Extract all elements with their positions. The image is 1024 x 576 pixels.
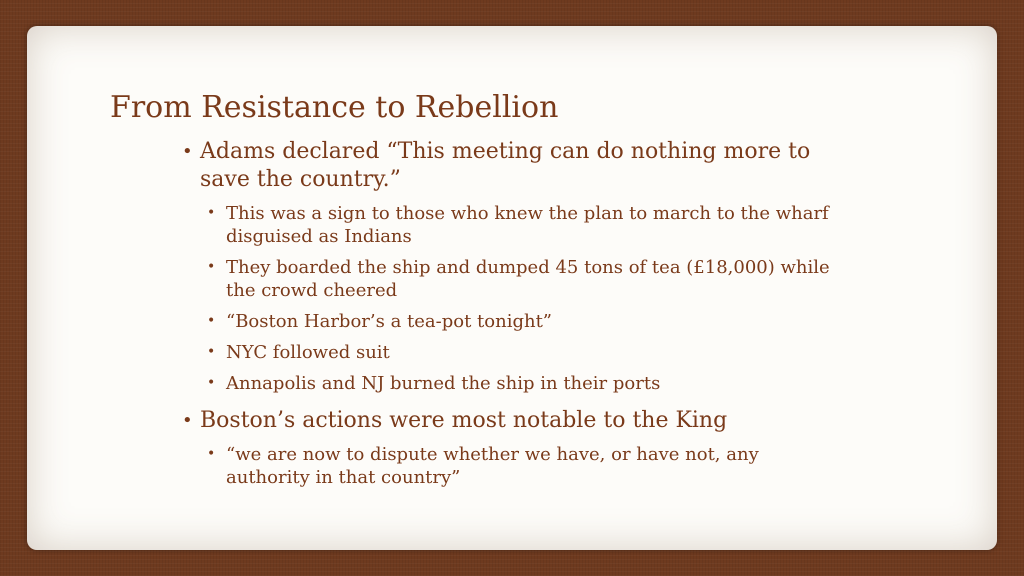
sub-bullet-point [200,202,838,248]
sub-bullet-point [200,443,838,489]
bullet-icon: • [207,313,216,329]
sub-bullet-text: NYC followed suit [226,342,390,363]
bullet-text: Boston’s actions were most notable to the King [200,408,728,433]
sub-bullet-point [200,256,838,302]
bullet-icon: • [207,205,216,221]
bullet-icon: • [207,375,216,391]
sub-bullet-point [200,341,838,364]
sub-bullet-text: “Boston Harbor’s a tea-pot tonight” [226,311,553,332]
bullet-icon: • [182,141,193,162]
sub-bullet-list [200,202,838,395]
bullet-list [178,138,838,489]
sub-bullet-list [200,443,838,489]
sub-bullet-point [200,310,838,333]
sub-bullet-text: This was a sign to those who knew the plan to march to the wharf disguised as Indians [226,203,829,247]
bullet-icon: • [182,410,193,431]
bullet-icon: • [207,259,216,275]
sub-bullet-text: Annapolis and NJ burned the ship in their ports [226,373,661,394]
bullet-text: Adams declared “This meeting can do nothing more to save the country.” [200,139,811,192]
bullet-icon: • [207,344,216,360]
sub-bullet-text: They boarded the ship and dumped 45 tons of tea (£18,000) while the crowd cheered [226,257,830,301]
bullet-icon: • [207,446,216,462]
sub-bullet-text: “we are now to dispute whether we have, or have not, any authority in that country” [226,444,759,488]
sub-bullet-point [200,372,838,395]
slide-body [178,138,838,501]
slide-title: From Resistance to Rebellion [110,90,559,125]
bullet-point [178,138,838,395]
bullet-point [178,407,838,489]
